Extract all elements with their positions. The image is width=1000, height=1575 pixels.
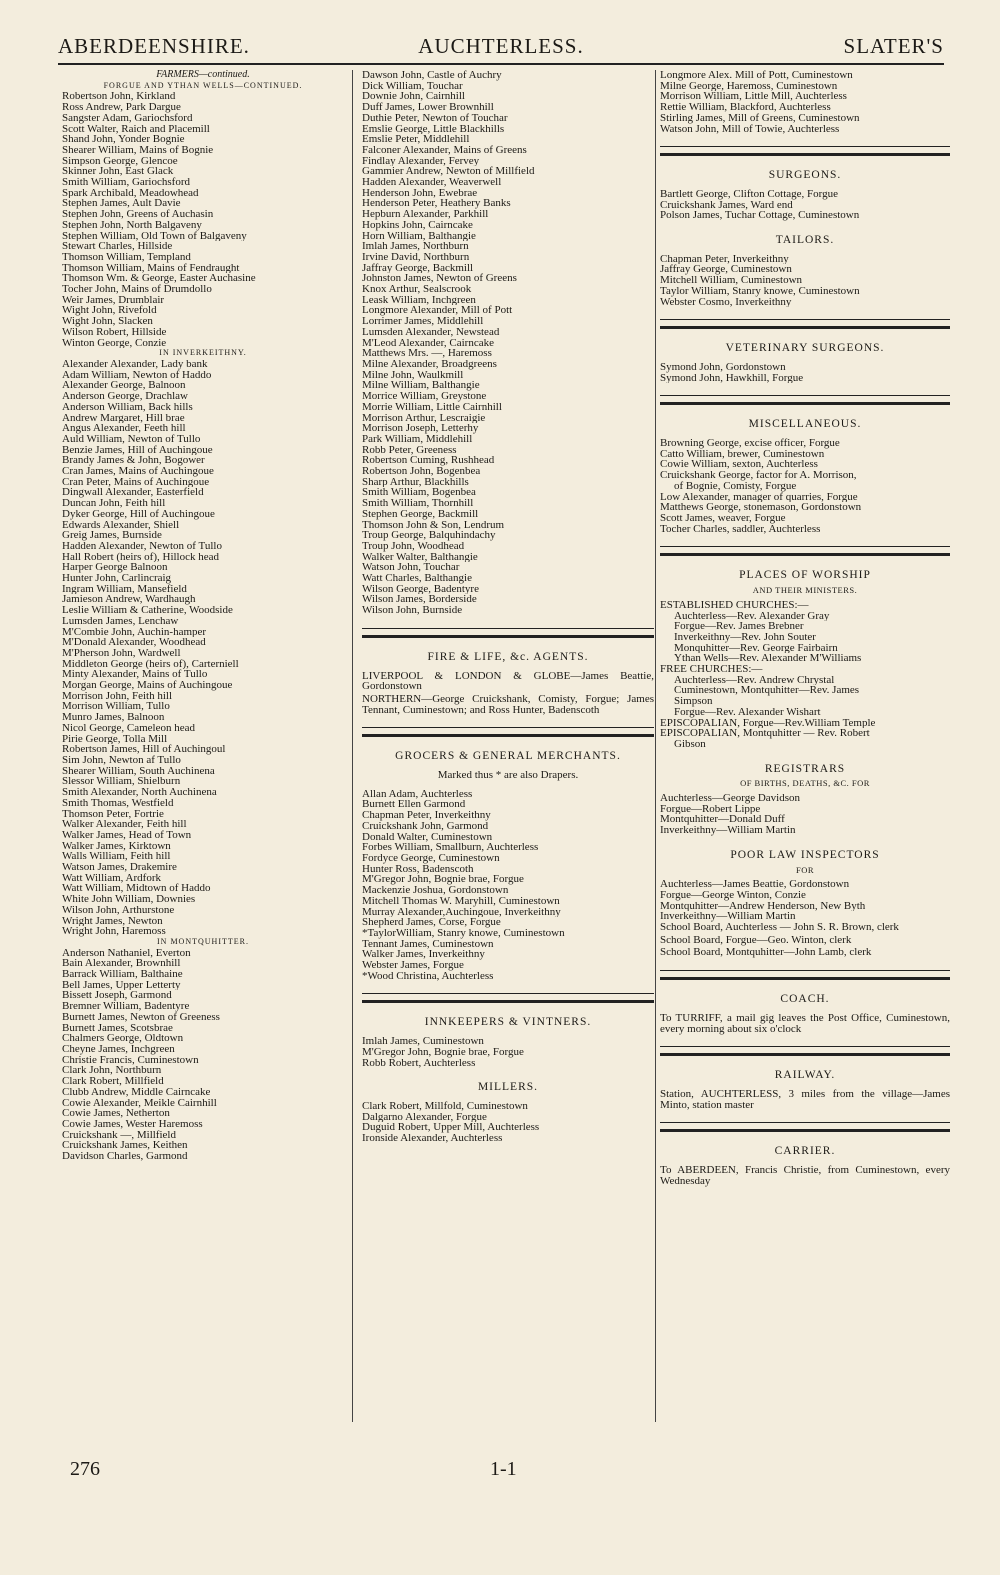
- section-heading: REGISTRARS: [764, 763, 846, 775]
- directory-entry: Webster Cosmo, Inverkeithny: [660, 296, 792, 308]
- directory-entry: Symond John, Hawkhill, Forgue: [660, 372, 804, 384]
- directory-entry: Greig James, Burnside: [62, 530, 162, 541]
- directory-entry: ESTABLISHED CHURCHES:—: [660, 599, 809, 611]
- directory-entry: Bartlett George, Clifton Cottage, Forgue: [660, 188, 839, 200]
- directory-entry: Simpson George, Glencoe: [62, 155, 178, 167]
- directory-entry: Duguid Robert, Upper Mill, Auchterless: [362, 1122, 540, 1134]
- directory-entry-continued: Monquhitter—Rev. George Fairbairn: [674, 642, 838, 654]
- directory-entry: Cruickshank George, factor for A. Morrison,: [660, 470, 857, 481]
- directory-entry: Cran Peter, Mains of Auchingoue: [62, 476, 210, 488]
- section-heading: SURGEONS.: [768, 170, 842, 181]
- subsection-heading: IN INVERKEITHNY.: [159, 348, 247, 358]
- directory-entry: Jamieson Andrew, Wardhaugh: [62, 594, 196, 606]
- directory-entry: FREE CHURCHES:—: [660, 664, 763, 675]
- section-heading: INNKEEPERS & VINTNERS.: [424, 1017, 592, 1029]
- directory-entry-continued: Inverkeithny—Rev. John Souter: [674, 631, 816, 643]
- directory-entry: Dingwall Alexander, Easterfield: [62, 487, 204, 499]
- directory-entry: Webster James, Forgue: [362, 960, 464, 971]
- directory-entry: Minty Alexander, Mains of Tullo: [62, 669, 208, 681]
- directory-entry: White John William, Downies: [62, 894, 196, 905]
- directory-entry: Bell James, Upper Letterty: [62, 979, 181, 991]
- section-heading: COACH.: [780, 994, 830, 1005]
- directory-entry: Montquhitter—Andrew Henderson, New Byth: [660, 900, 866, 912]
- directory-entry: Wilson John, Arthurstone: [62, 904, 175, 916]
- directory-paragraph: To ABERDEEN, Francis Christie, from Cuminestown, every Wednesday: [660, 1164, 950, 1187]
- directory-entry: Hall Robert (heirs of), Hillock head: [62, 551, 220, 563]
- directory-entry: Harper George Balnoon: [62, 562, 168, 574]
- directory-entry: Taylor William, Stanry knowe, Cuminestown: [660, 285, 860, 297]
- directory-entry: Wright John, Haremoss: [62, 926, 166, 937]
- directory-entry: Imlah James, Northburn: [362, 241, 469, 252]
- section-divider: [362, 993, 654, 1003]
- directory-entry: Troup John, Woodhead: [362, 540, 465, 552]
- subsection-heading: IN MONTQUHITTER.: [157, 936, 249, 946]
- directory-entry: Tocher Charles, saddler, Auchterless: [660, 523, 821, 535]
- section-subheading: FOR: [795, 864, 815, 875]
- directory-entry: Middleton George (heirs of), Carterniell: [62, 658, 239, 670]
- directory-entry: Thomson Wm. & George, Easter Auchasine: [62, 273, 256, 285]
- directory-entry: Morrison William, Little Mill, Auchterless: [660, 91, 847, 103]
- directory-entry: Anderson George, Drachlaw: [62, 391, 188, 402]
- directory-entry: Bremner William, Badentyre: [62, 1001, 190, 1012]
- directory-entry: Watt William, Midtown of Haddo: [62, 883, 211, 895]
- directory-entry: Dalgarno Alexander, Forgue: [362, 1111, 487, 1123]
- directory-entry: Benzie James, Hill of Auchingoue: [62, 444, 213, 456]
- directory-entry: EPISCOPALIAN, Forgue—Rev.William Temple: [660, 717, 876, 729]
- directory-entry: Hopkins John, Cairncake: [362, 219, 473, 231]
- directory-entry: Cruickshank James, Keithen: [62, 1140, 188, 1152]
- directory-entry: Wilson John, Burnside: [362, 605, 463, 616]
- directory-entry: M'Combie John, Auchin-hamper: [62, 626, 207, 638]
- directory-entry: Cruickshank —, Millfield: [62, 1129, 176, 1141]
- header-rule: [58, 63, 944, 65]
- directory-entry: Cowie James, Netherton: [62, 1108, 170, 1119]
- directory-entry: Milne Alexander, Broadgreens: [362, 358, 497, 370]
- directory-entry-continued: Forgue—Rev. James Brebner: [674, 621, 804, 632]
- directory-entry: Johnston James, Newton of Greens: [362, 273, 517, 285]
- directory-entry: Hadden Alexander, Newton of Tullo: [62, 540, 222, 552]
- directory-entry: Burnett Ellen Garmond: [362, 799, 466, 811]
- directory-entry: Inverkeithny—William Martin: [660, 911, 796, 923]
- directory-entry: Morrie William, Little Cairnhill: [362, 401, 502, 413]
- column-1: [62, 70, 344, 1162]
- directory-entry: Troup George, Balquhindachy: [362, 530, 496, 541]
- directory-entry: Matthews Mrs. —, Haremoss: [362, 348, 492, 359]
- directory-entry: Matthews George, stonemason, Gordonstown: [660, 502, 862, 513]
- directory-entry: Fordyce George, Cuminestown: [362, 853, 500, 864]
- directory-entry: Henderson Peter, Heathery Banks: [362, 198, 511, 210]
- directory-entry: Milne William, Balthangie: [362, 380, 480, 392]
- directory-entry: Wight John, Slacken: [62, 316, 153, 327]
- directory-entry: Watt William, Ardfork: [62, 872, 161, 884]
- directory-entry: Robertson Cuming, Rushhead: [362, 455, 495, 467]
- column-3: [660, 70, 950, 1189]
- directory-entry: Edwards Alexander, Shiell: [62, 519, 180, 531]
- directory-entry: Allan Adam, Auchterless: [362, 788, 473, 800]
- directory-entry: Walker James, Inverkeithny: [362, 949, 485, 961]
- directory-entry: Clubb Andrew, Middle Cairncake: [62, 1086, 211, 1098]
- directory-entry: Stephen George, Backmill: [362, 508, 479, 520]
- directory-entry: M'Gregor John, Bognie brae, Forgue: [362, 874, 524, 886]
- section-divider: [362, 727, 654, 737]
- directory-entry: Stirling James, Mill of Greens, Cuminestown: [660, 112, 860, 124]
- directory-entry: Duthie Peter, Newton of Touchar: [362, 112, 508, 124]
- directory-entry: Jaffray George, Cuminestown: [660, 264, 792, 276]
- directory-entry: Morgan George, Mains of Auchingoue: [62, 680, 233, 691]
- directory-entry: Henderson John, Ewebrae: [362, 187, 478, 199]
- directory-entry: Walker Walter, Balthangie: [362, 551, 478, 563]
- directory-entry: Brandy James & John, Bogower: [62, 455, 205, 467]
- directory-entry: Wight John, Rivefold: [62, 305, 157, 317]
- section-heading: CARRIER.: [774, 1146, 836, 1158]
- section-divider: [660, 546, 950, 556]
- directory-entry: Scott James, weaver, Forgue: [660, 512, 786, 524]
- directory-entry: Lorrimer James, Middlehill: [362, 316, 484, 327]
- directory-entry: Cowie William, sexton, Auchterless: [660, 459, 818, 471]
- directory-entry: Alexander Alexander, Lady bank: [62, 358, 208, 370]
- directory-entry: Knox Arthur, Sealscrook: [362, 284, 472, 295]
- directory-entry: Auld William, Newton of Tullo: [62, 433, 201, 445]
- directory-entry: Mackenzie Joshua, Gordonstown: [362, 885, 509, 896]
- section-divider: [362, 628, 654, 638]
- directory-paragraph: LIVERPOOL & LONDON & GLOBE—James Beattie, Gordonstown: [362, 669, 654, 693]
- directory-entry: Morrice William, Greystone: [362, 391, 487, 402]
- directory-entry-continued: Simpson: [674, 696, 713, 707]
- directory-entry: Horn William, Balthangie: [362, 230, 476, 242]
- section-divider: [660, 395, 950, 405]
- directory-entry: Hunter Ross, Badenscoth: [362, 863, 474, 875]
- directory-entry: Robertson James, Hill of Auchingoul: [62, 744, 226, 755]
- directory-entry: Robertson John, Kirkland: [62, 91, 176, 103]
- directory-entry: Forgue—Robert Lippe: [660, 803, 761, 815]
- directory-entry: Leask William, Inchgreen: [362, 294, 476, 306]
- directory-entry: Shearer William, Mains of Bognie: [62, 144, 214, 156]
- directory-entry: Stephen William, Old Town of Balgaveny: [62, 230, 247, 242]
- directory-entry: Angus Alexander, Feeth hill: [62, 423, 186, 434]
- directory-entry: Wilson Robert, Hillside: [62, 326, 167, 338]
- directory-entry: Longmore Alexander, Mill of Pott: [362, 305, 513, 317]
- section-divider: [660, 146, 950, 156]
- directory-entry: Andrew Margaret, Hill brae: [62, 412, 185, 424]
- directory-entry: Sangster Adam, Gariochsford: [62, 112, 193, 124]
- directory-entry: Slessor William, Shielburn: [62, 776, 181, 788]
- directory-entry: *TaylorWilliam, Stanry knowe, Cuminestown: [362, 927, 565, 939]
- section-divider: [660, 1046, 950, 1056]
- directory-entry: Walker Alexander, Feith hill: [62, 819, 187, 830]
- directory-entry: Gammier Andrew, Newton of Millfield: [362, 166, 535, 178]
- directory-entry: Stewart Charles, Hillside: [62, 241, 173, 252]
- county-header: ABERDEENSHIRE.: [58, 34, 250, 58]
- directory-entry: Wright James, Newton: [62, 915, 163, 927]
- directory-entry: Milne John, Waulkmill: [362, 369, 464, 381]
- directory-entry: Duncan John, Feith hill: [62, 498, 166, 509]
- directory-entry: Cowie James, Wester Haremoss: [62, 1118, 203, 1130]
- directory-entry: Skinner John, East Glack: [62, 166, 174, 178]
- section-subheading: OF BIRTHS, DEATHS, &C. FOR: [740, 778, 870, 789]
- directory-entry: Davidson Charles, Garmond: [62, 1151, 188, 1162]
- directory-entry: Sharp Arthur, Blackhills: [362, 476, 469, 488]
- directory-entry: Murray Alexander,Auchingoue, Inverkeithny: [362, 906, 561, 918]
- directory-entry: Mitchell Thomas W. Maryhill, Cuminestown: [362, 895, 560, 907]
- page-number: 276: [70, 1458, 100, 1480]
- directory-entry: Cruickshank James, Ward end: [660, 199, 793, 211]
- column-2: [362, 70, 654, 1144]
- directory-entry-continued: of Bognie, Comisty, Forgue: [674, 480, 797, 492]
- directory-entry: Morrison John, Feith hill: [62, 690, 173, 702]
- signature-mark: 1-1: [490, 1458, 517, 1480]
- directory-entry: Watson John, Mill of Towie, Auchterless: [660, 123, 840, 135]
- directory-entry: Browning George, excise officer, Forgue: [660, 438, 840, 449]
- directory-entry: Robertson John, Bogenbea: [362, 466, 481, 477]
- directory-entry: Cowie Alexander, Meikle Cairnhill: [62, 1097, 217, 1109]
- directory-entry: Anderson Nathaniel, Everton: [62, 947, 191, 959]
- section-subheading: AND THEIR MINISTERS.: [752, 585, 858, 596]
- directory-entry: Symond John, Gordonstown: [660, 361, 786, 373]
- directory-entry: Walls William, Feith hill: [62, 851, 171, 863]
- directory-entry: Burnett James, Newton of Greeness: [62, 1011, 220, 1023]
- directory-entry: Forbes William, Smallburn, Auchterless: [362, 842, 539, 853]
- directory-entry: *Wood Christina, Auchterless: [362, 970, 494, 982]
- directory-entry: Polson James, Tuchar Cottage, Cuminestown: [660, 210, 860, 222]
- directory-paragraph: School Board, Auchterless — John S. R. Brown, clerk: [660, 921, 899, 934]
- directory-entry-continued: Cuminestown, Montquhitter—Rev. James: [674, 685, 860, 697]
- section-divider: [660, 970, 950, 980]
- directory-entry: Chalmers George, Oldtown: [62, 1033, 184, 1044]
- directory-entry: Tennant James, Cuminestown: [362, 938, 494, 950]
- parish-header: AUCHTERLESS.: [418, 34, 584, 58]
- directory-entry: Smith William, Gariochsford: [62, 177, 190, 188]
- directory-entry: Forgue—George Winton, Conzie: [660, 889, 806, 901]
- directory-entry-continued: Auchterless—Rev. Andrew Chrystal: [674, 674, 835, 686]
- directory-entry: Bissett Joseph, Garmond: [62, 990, 172, 1002]
- directory-entry: Downie John, Cairnhill: [362, 91, 465, 103]
- column-divider-1: [352, 70, 353, 1422]
- directory-entry: Shearer William, South Auchinena: [62, 765, 215, 777]
- directory-entry: Thomson Peter, Fortrie: [62, 808, 164, 820]
- directory-entry: Catto William, brewer, Cuminestown: [660, 448, 825, 460]
- directory-entry: Auchterless—James Beattie, Gordonstown: [660, 879, 850, 890]
- section-heading: RAILWAY.: [774, 1070, 836, 1081]
- directory-entry: Winton George, Conzie: [62, 337, 167, 349]
- directory-entry: Hunter John, Carlincraig: [62, 573, 172, 584]
- directory-entry: Robb Peter, Greeness: [362, 444, 457, 456]
- section-divider: [660, 1122, 950, 1132]
- directory-entry: Weir James, Drumblair: [62, 294, 165, 306]
- directory-entry: Stephen James, Ault Davie: [62, 198, 181, 210]
- directory-entry: Longmore Alex. Mill of Pott, Cuminestown: [660, 70, 853, 81]
- directory-entry: Watson James, Drakemire: [62, 862, 177, 873]
- directory-entry: Low Alexander, manager of quarries, Forgue: [660, 491, 858, 503]
- directory-entry: Falconer Alexander, Mains of Greens: [362, 144, 527, 156]
- directory-entry: Mitchell William, Cuminestown: [660, 275, 803, 286]
- directory-entry: Ironside Alexander, Auchterless: [362, 1133, 503, 1144]
- directory-entry: Hadden Alexander, Weaverwell: [362, 177, 502, 188]
- directory-entry: Morrison Arthur, Lescraigie: [362, 412, 486, 424]
- directory-entry-continued: Gibson: [674, 738, 706, 750]
- section-note: Marked thus * are also Drapers.: [437, 770, 579, 781]
- directory-entry: Shand John, Yonder Bognie: [62, 134, 185, 145]
- directory-entry: Auchterless—George Davidson: [660, 793, 801, 804]
- directory-entry: Robb Robert, Auchterless: [362, 1057, 476, 1069]
- directory-paragraph: School Board, Montquhitter—John Lamb, clerk: [660, 946, 872, 959]
- directory-paragraph: Station, AUCHTERLESS, 3 miles from the village—James Minto, station master: [660, 1088, 950, 1111]
- directory-entry: Tocher John, Mains of Drumdollo: [62, 284, 212, 295]
- directory-entry: Stephen John, North Balgaveny: [62, 219, 202, 231]
- directory-entry: Emslie Peter, Middlehill: [362, 134, 470, 145]
- directory-entry: Smith Thomas, Westfield: [62, 797, 174, 809]
- directory-entry: Smith William, Thornhill: [362, 498, 474, 509]
- directory-entry: EPISCOPALIAN, Montquhitter — Rev. Robert: [660, 728, 870, 739]
- directory-entry: Emslie George, Little Blackhills: [362, 123, 505, 135]
- directory-entry: Jaffray George, Backmill: [362, 262, 474, 274]
- directory-entry: Imlah James, Cuminestown: [362, 1036, 484, 1047]
- directory-entry: Walker James, Kirktown: [62, 840, 171, 852]
- directory-entry: Smith William, Bogenbea: [362, 487, 476, 499]
- subsection-heading: FORGUE AND YTHAN WELLS—CONTINUED.: [103, 80, 303, 90]
- directory-entry: Dyker George, Hill of Auchingoue: [62, 508, 215, 520]
- directory-entry: Findlay Alexander, Fervey: [362, 155, 480, 167]
- directory-entry: Clark Robert, Millfold, Cuminestown: [362, 1100, 528, 1112]
- directory-entry: Thomson William, Templand: [62, 251, 191, 263]
- directory-entry: Watson John, Touchar: [362, 562, 460, 574]
- directory-entry: Donald Walter, Cuminestown: [362, 831, 493, 843]
- directory-entry: Morrison William, Tullo: [62, 701, 170, 713]
- directory-entry: Stephen John, Greens of Auchasin: [62, 209, 214, 220]
- directory-entry: Thomson John & Son, Lendrum: [362, 519, 505, 531]
- directory-entry: Dawson John, Castle of Auchry: [362, 70, 502, 81]
- directory-entry: Clark Robert, Millfield: [62, 1076, 164, 1087]
- section-heading: FIRE & LIFE, &c. AGENTS.: [427, 651, 589, 663]
- section-heading: MISCELLANEOUS.: [748, 419, 862, 431]
- directory-entry: Alexander George, Balnoon: [62, 380, 186, 392]
- directory-entry: Ross Andrew, Park Dargue: [62, 102, 181, 113]
- section-heading: GROCERS & GENERAL MERCHANTS.: [395, 751, 621, 763]
- directory-entry: Duff James, Lower Brownhill: [362, 102, 494, 113]
- directory-entry: Adam William, Newton of Haddo: [62, 369, 212, 381]
- section-heading: MILLERS.: [477, 1082, 539, 1093]
- directory-entry: Inverkeithny—William Martin: [660, 825, 796, 836]
- directory-entry: Burnett James, Scotsbrae: [62, 1022, 173, 1034]
- directory-entry: Cruickshank John, Garmond: [362, 820, 489, 832]
- column-divider-2: [655, 70, 656, 1422]
- directory-entry: M'Gregor John, Bognie brae, Forgue: [362, 1046, 524, 1058]
- directory-entry: M'Pherson John, Wardwell: [62, 647, 181, 659]
- directory-entry: Thomson William, Mains of Fendraught: [62, 262, 240, 274]
- section-heading: TAILORS.: [775, 235, 835, 246]
- section-divider: [660, 319, 950, 329]
- directory-entry: Christie Francis, Cuminestown: [62, 1054, 199, 1066]
- directory-entry: Munro James, Balnoon: [62, 712, 165, 723]
- directory-entry: Chapman Peter, Inverkeithny: [660, 253, 789, 265]
- directory-entry: Hepburn Alexander, Parkhill: [362, 209, 489, 220]
- directory-entry: Bain Alexander, Brownhill: [62, 958, 181, 970]
- directory-entry: Spark Archibald, Meadowhead: [62, 187, 199, 199]
- directory-entry: Barrack William, Balthaine: [62, 969, 183, 980]
- directory-entry: Lumsden Alexander, Newstead: [362, 326, 500, 338]
- section-heading: PLACES OF WORSHIP: [739, 570, 871, 582]
- directory-entry: Clark John, Northburn: [62, 1065, 162, 1077]
- directory-entry: M'Donald Alexander, Woodhead: [62, 637, 206, 648]
- directory-entry: Scott Walter, Raich and Placemill: [62, 123, 210, 135]
- directory-entry: Wilson James, Borderside: [362, 594, 477, 606]
- directory-paragraph: School Board, Forgue—Geo. Winton, clerk: [660, 933, 852, 946]
- directory-entry: Milne George, Haremoss, Cuminestown: [660, 80, 838, 92]
- directory-entry: Montquhitter—Donald Duff: [660, 814, 785, 826]
- publisher-header: SLATER'S: [843, 34, 944, 58]
- directory-entry: Cheyne James, Inchgreen: [62, 1043, 175, 1055]
- directory-entry: Irvine David, Northburn: [362, 251, 470, 263]
- directory-paragraph: To TURRIFF, a mail gig leaves the Post Office, Cuminestown, every morning about six o'clock: [660, 1011, 950, 1035]
- directory-entry: Morrison Joseph, Letterhy: [362, 423, 479, 434]
- directory-entry: Sim John, Newton af Tullo: [62, 755, 181, 766]
- directory-entry: Rettie William, Blackford, Auchterless: [660, 102, 831, 113]
- section-heading: POOR LAW INSPECTORS: [730, 849, 880, 861]
- directory-entry: Watt Charles, Balthangie: [362, 573, 472, 584]
- directory-entry-continued: Forgue—Rev. Alexander Wishart: [674, 706, 821, 718]
- directory-entry: Lumsden James, Lenchaw: [62, 615, 179, 627]
- directory-entry: Smith Alexander, North Auchinena: [62, 787, 217, 798]
- section-continued-label: FARMERS—continued.: [156, 70, 250, 80]
- directory-entry-continued: Auchterless—Rev. Alexander Gray: [674, 610, 830, 622]
- directory-entry: Anderson William, Back hills: [62, 401, 193, 413]
- directory-entry: M'Leod Alexander, Cairncake: [362, 337, 494, 349]
- directory-entry: Dick William, Touchar: [362, 80, 463, 92]
- section-heading: VETERINARY SURGEONS.: [725, 343, 885, 354]
- directory-entry: Shepherd James, Corse, Forgue: [362, 917, 501, 928]
- directory-entry: Walker James, Head of Town: [62, 829, 192, 841]
- directory-entry: Chapman Peter, Inverkeithny: [362, 810, 491, 821]
- directory-entry: Ingram William, Mansefield: [62, 583, 187, 595]
- directory-entry: Cran James, Mains of Auchingoue: [62, 466, 214, 477]
- directory-entry: Park William, Middlehill: [362, 433, 473, 445]
- directory-entry: Pirie George, Tolla Mill: [62, 733, 168, 745]
- directory-entry-continued: Ythan Wells—Rev. Alexander M'Williams: [674, 653, 862, 665]
- directory-entry: Leslie William & Catherine, Woodside: [62, 605, 233, 616]
- directory-paragraph: NORTHERN—George Cruickshank, Comisty, Forgue; James Tennant, Cuminestown; and Ross Hunter, Badenscoth: [362, 692, 654, 716]
- directory-entry: Nicol George, Cameleon head: [62, 722, 195, 734]
- directory-entry: Wilson George, Badentyre: [362, 583, 479, 595]
